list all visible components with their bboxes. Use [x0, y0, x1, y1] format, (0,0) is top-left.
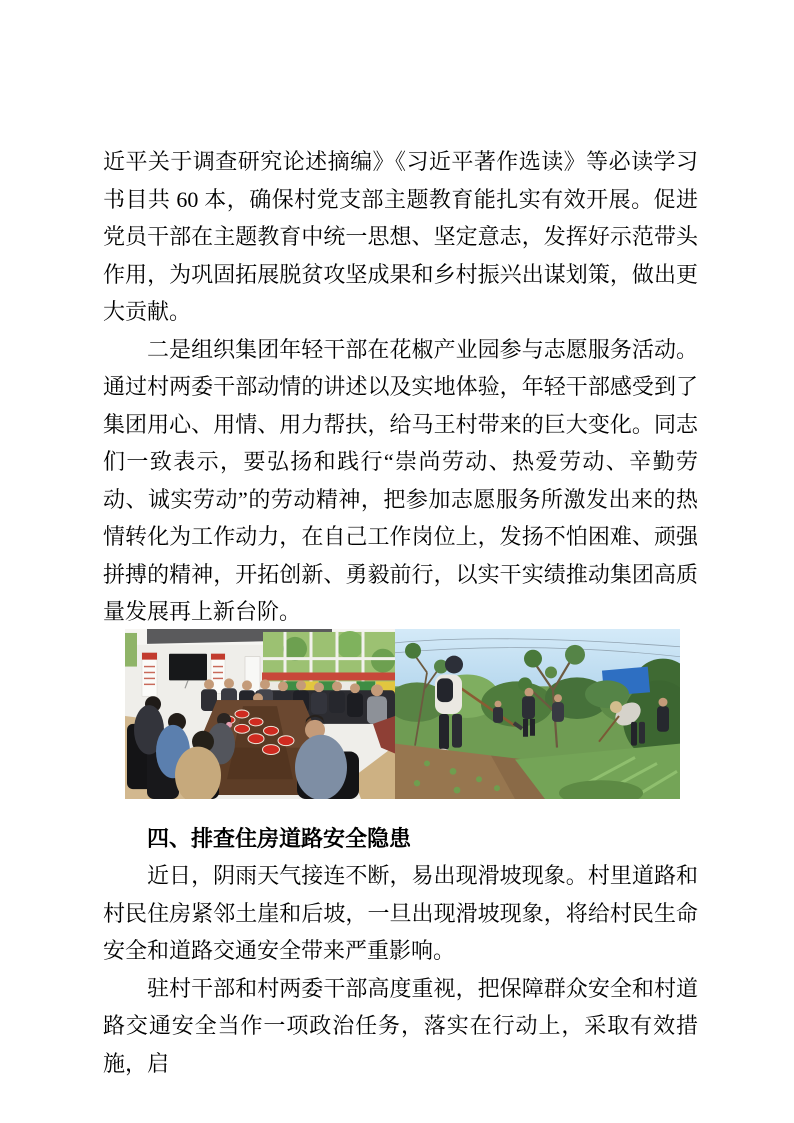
paragraph-volunteer-activity: 二是组织集团年轻干部在花椒产业园参与志愿服务活动。通过村两委干部动情的讲述以及实地体验，年轻干部感受到了集团用心、用情、用力帮扶，给马王村带来的巨大变化。同志们一致表示，要弘扬和践行“崇尚劳动、热爱劳动、辛勤劳动、诚实劳动”的劳动精神，把参加志愿服务所激发出来的热情转化为工作动力，在自己工作岗位上，发扬不怕困难、顽强拼搏的精神，开拓创新、勇毅前行，以实干实绩推动集团高质量发展再上新台阶。 — [103, 336, 698, 624]
paragraph-continuation: 近平关于调查研究论述摘编》《习近平著作选读》等必读学习书目共 60 本，确保村党支部主题教育能扎实有效开展。促进党员干部在主题教育中统一思想、坚定意志，发挥好示范带头作用，为巩固拓展脱贫攻坚成果和乡村振兴出谋划策，做出更大贡献。 — [103, 149, 698, 324]
section-heading-safety-inspection: 四、排查住房道路安全隐患 — [147, 825, 412, 851]
photo-row — [125, 629, 680, 799]
meeting-room-photo — [125, 629, 395, 799]
orchard-volunteer-photo — [395, 629, 680, 799]
paragraph-cadres-response: 驻村干部和村两委干部高度重视，把保障群众安全和村道路交通安全当作一项政治任务，落实在行动上，采取有效措施，启 — [103, 975, 698, 1076]
meeting-room-photo-art — [125, 629, 395, 799]
paragraph-landslide-risk: 近日，阴雨天气接连不断，易出现滑坡现象。村里道路和村民住房紧邻土崖和后坡，一旦出现滑坡现象，将给村民生命安全和道路交通安全带来严重影响。 — [103, 863, 698, 963]
orchard-volunteer-photo-art — [395, 629, 680, 799]
